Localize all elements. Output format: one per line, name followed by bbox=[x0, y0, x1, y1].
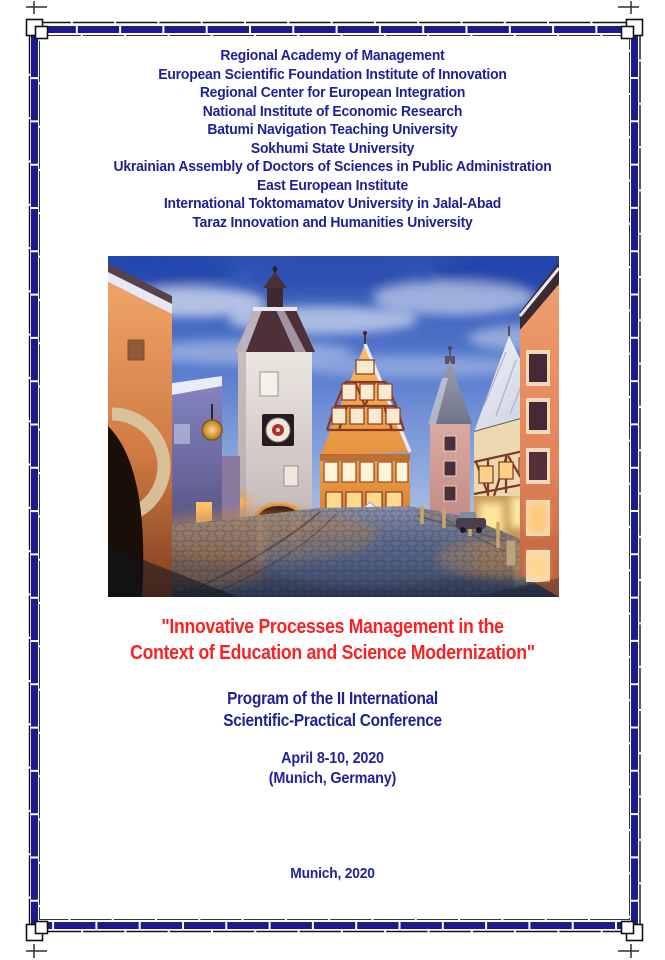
organizer-line: Sokhumi State University bbox=[250, 140, 415, 157]
tower-clock bbox=[262, 414, 294, 446]
conference-title bbox=[40, 614, 625, 666]
cover-photo bbox=[108, 256, 559, 597]
title-line: "Innovative Processes Management in the bbox=[161, 616, 504, 638]
organizer-line: East European Institute bbox=[256, 177, 409, 194]
organizer-line: Regional Academy of Management bbox=[220, 48, 445, 64]
organizer-line: European Scientific Foundation Institute of Innovation bbox=[158, 66, 507, 83]
organizer-line: National Institute of Economic Research bbox=[202, 103, 463, 120]
event-date: April 8-10, 2020 bbox=[281, 750, 384, 767]
organizer-line: Taraz Innovation and Humanities University bbox=[192, 214, 473, 231]
organizer-line: Ukrainian Assembly of Doctors of Sciences in Public Administration bbox=[113, 159, 552, 175]
event-date-location bbox=[33, 749, 632, 789]
subtitle-line: Program of the II International bbox=[227, 688, 438, 708]
imprint-text: Munich, 2020 bbox=[290, 865, 375, 882]
organizer-line: International Toktomamatov University in Jalal-Abad bbox=[163, 196, 502, 212]
program-subtitle bbox=[40, 687, 625, 731]
organizers-list bbox=[13, 47, 651, 232]
tower-window bbox=[260, 372, 278, 396]
organizer-line: Regional Center for European Integration bbox=[199, 85, 466, 101]
imprint bbox=[27, 864, 639, 883]
event-location: (Munich, Germany) bbox=[268, 770, 397, 787]
title-line: Context of Education and Science Modernization" bbox=[130, 642, 535, 664]
subtitle-line: Scientific-Practical Conference bbox=[223, 710, 442, 730]
shop-sign bbox=[202, 420, 222, 440]
arched-building-left bbox=[108, 264, 172, 597]
organizer-line: Batumi Navigation Teaching University bbox=[207, 122, 458, 138]
orange-building-right bbox=[520, 262, 559, 597]
